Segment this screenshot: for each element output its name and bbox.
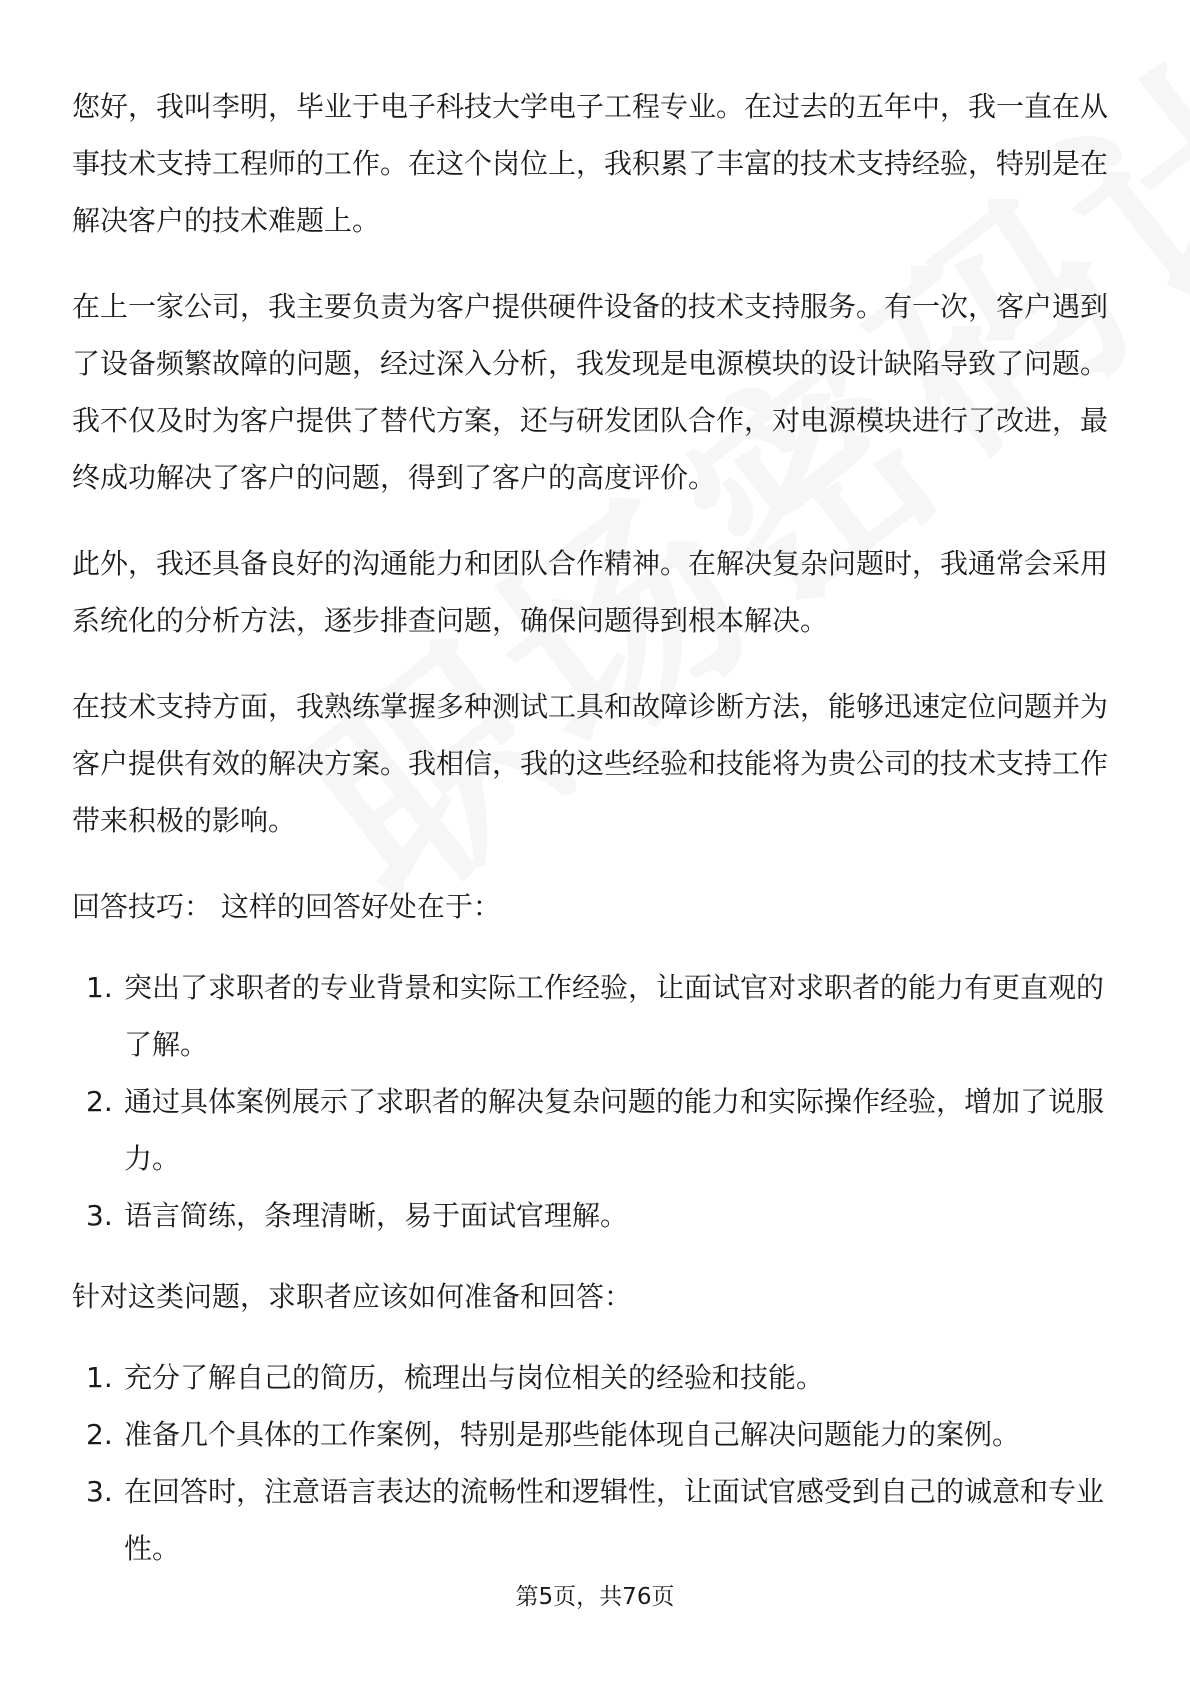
page-number: 第5页，共76页 xyxy=(515,1584,675,1610)
document-body xyxy=(72,78,1122,1601)
list-number: 3. xyxy=(86,1475,113,1508)
list-item xyxy=(72,1349,1122,1406)
list-item xyxy=(72,1463,1122,1577)
list-text: 通过具体案例展示了求职者的解决复杂问题的能力和实际操作经验，增加了说服力。 xyxy=(124,1085,1105,1175)
paragraph-skills: 此外，我还具备良好的沟通能力和团队合作精神。在解决复杂问题时，我通常会采用系统化的分析方法，逐步排查问题，确保问题得到根本解决。 xyxy=(72,547,1109,637)
list-text: 语言简练，条理清晰，易于面试官理解。 xyxy=(124,1199,629,1232)
paragraph-experience: 在上一家公司，我主要负责为客户提供硬件设备的技术支持服务。有一次，客户遇到了设备频繁故障的问题，经过深入分析，我发现是电源模块的设计缺陷导致了问题。我不仅及时为客户提供了替代方案，还与研发团队合作，对电源模块进行了改进，最终成功解决了客户的问题，得到了客户的高度评价。 xyxy=(72,290,1109,494)
tips-heading: 回答技巧： 这样的回答好处在于： xyxy=(72,890,501,923)
list-number: 2. xyxy=(86,1418,113,1451)
list-number: 1. xyxy=(86,1361,113,1394)
list-number: 3. xyxy=(86,1199,113,1232)
list-text: 准备几个具体的工作案例，特别是那些能体现自己解决问题能力的案例。 xyxy=(124,1418,1021,1451)
list-item xyxy=(72,959,1122,1073)
paragraph-technical: 在技术支持方面，我熟练掌握多种测试工具和故障诊断方法，能够迅速定位问题并为客户提供有效的解决方案。我相信，我的这些经验和技能将为贵公司的技术支持工作带来积极的影响。 xyxy=(72,690,1109,837)
list-text: 突出了求职者的专业背景和实际工作经验，让面试官对求职者的能力有更直观的了解。 xyxy=(124,971,1105,1061)
prep-list xyxy=(72,1349,1122,1577)
list-item xyxy=(72,1406,1122,1463)
list-number: 1. xyxy=(86,971,113,1004)
list-item xyxy=(72,1187,1122,1244)
paragraph-intro: 您好，我叫李明，毕业于电子科技大学电子工程专业。在过去的五年中，我一直在从事技术支持工程师的工作。在这个岗位上，我积累了丰富的技术支持经验，特别是在解决客户的技术难题上。 xyxy=(72,90,1109,237)
list-text: 充分了解自己的简历，梳理出与岗位相关的经验和技能。 xyxy=(124,1361,825,1394)
list-number: 2. xyxy=(86,1085,113,1118)
list-item xyxy=(72,1073,1122,1187)
list-text: 在回答时，注意语言表达的流畅性和逻辑性，让面试官感受到自己的诚意和专业性。 xyxy=(124,1475,1105,1565)
prep-heading: 针对这类问题，求职者应该如何准备和回答： xyxy=(72,1280,633,1313)
tips-list xyxy=(72,959,1122,1244)
